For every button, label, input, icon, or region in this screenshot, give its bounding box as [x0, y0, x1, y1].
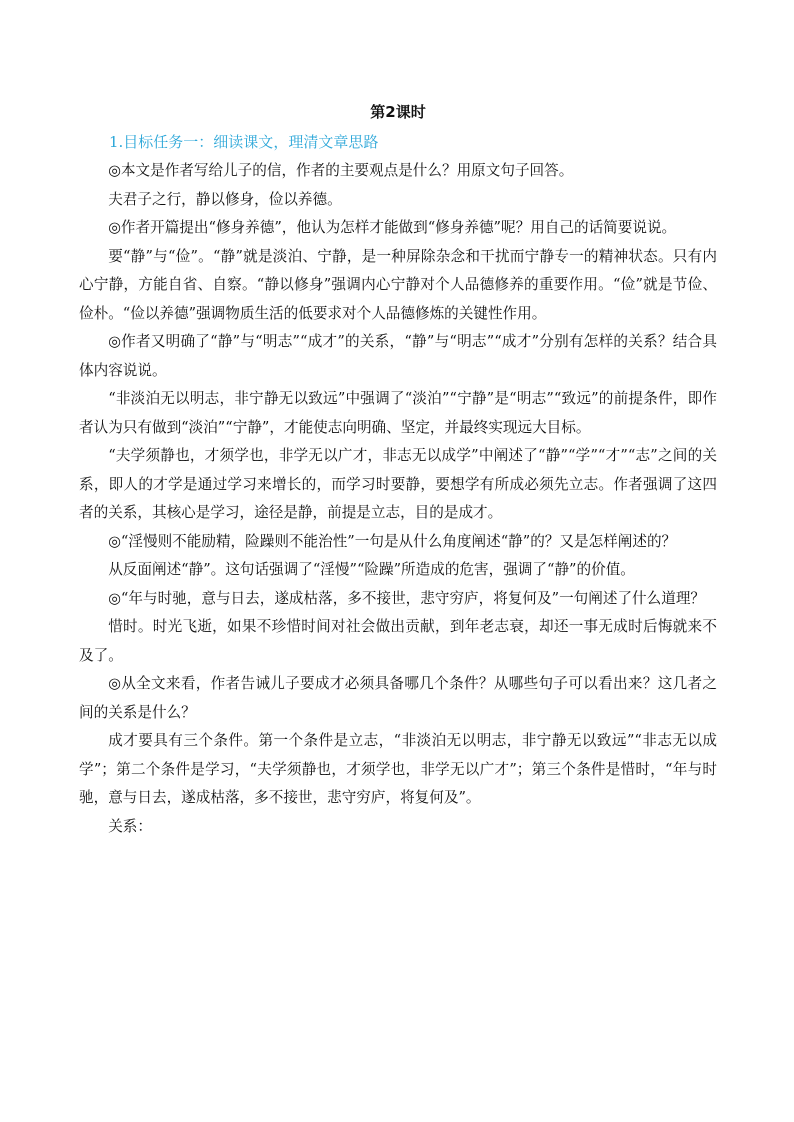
answer-time: 惜时。时光飞逝，如果不珍惜时间对社会做出贡献，到年老志衰，却还一事无成时后悔就来不及了。: [79, 618, 717, 664]
question-negative-angle: ◎“淫慢则不能励精，险躁则不能治性”一句是从什么角度阐述“静”的？又是怎样阐述的？: [108, 532, 677, 550]
question-conditions: ◎从全文来看，作者告诫儿子要成才必须具备哪几个条件？从哪些句子可以看出来？这几者之间的关系是什么？: [79, 675, 717, 721]
answer-main-idea: 夫君子之行，静以修身，俭以养德。: [108, 190, 342, 208]
answer-conditions: 成才要具有三个条件。第一个条件是立志，“非淡泊无以明志，非宁静无以致远”“非志无以成学”；第二个条件是学习，“夫学须静也，才须学也，非学无以广才”；第三个条件是惜时，“年与时驰，意与日去，遂成枯落，多不接世，悲守穷庐，将复何及”。: [79, 732, 717, 806]
answer-negative-angle: 从反面阐述“静”。这句话强调了“淫慢”“险躁”所造成的危害，强调了“静”的价值。: [108, 561, 635, 578]
document-page: [79, 100, 717, 841]
question-main-idea: ◎本文是作者写给儿子的信，作者的主要观点是什么？用原文句子回答。: [108, 162, 574, 179]
page-title: 第2课时: [370, 103, 426, 121]
answer-quiet-ambition-2: “夫学须静也，才须学也，非学无以广才，非志无以成学”中阐述了“静”“学”“才”“志”之间的关系，即人的才学是通过学习来增长的，而学习时要静，要想学有所成必须先立志。作者强调了这四者的关系，其核心是学习，途径是静，前提是立志，目的是成才。: [79, 447, 717, 521]
question-quiet-ambition: ◎作者又明确了“静”与“明志”“成才”的关系，“静”与“明志”“成才”分别有怎样的关系？结合具体内容说说。: [79, 333, 717, 379]
task-heading: 1.目标任务一：细读课文，理清文章思路: [109, 133, 379, 151]
answer-self-cultivation: 要“静”与“俭”。“静”就是淡泊、宁静，是一种屏除杂念和干扰而宁静专一的精神状态。只有内心宁静，方能自省、自察。“静以修身”强调内心宁静对个人品德修养的重要作用。“俭”就是节俭、俭朴。“俭以养德”强调物质生活的低要求对个人品德修炼的关键性作用。: [79, 247, 717, 322]
question-time: ◎“年与时驰，意与日去，遂成枯落，多不接世，悲守穷庐，将复何及”一句阐述了什么道理？: [108, 589, 706, 607]
answer-quiet-ambition-1: “非淡泊无以明志，非宁静无以致远”中强调了“淡泊”“宁静”是“明志”“致远”的前提条件，即作者认为只有做到“淡泊”“宁静”，才能使志向明确、坚定，并最终实现远大目标。: [79, 390, 717, 436]
relation-label: 关系：: [108, 817, 152, 835]
question-self-cultivation: ◎作者开篇提出“修身养德”，他认为怎样才能做到“修身养德”呢？用自己的话简要说说。: [108, 219, 677, 236]
